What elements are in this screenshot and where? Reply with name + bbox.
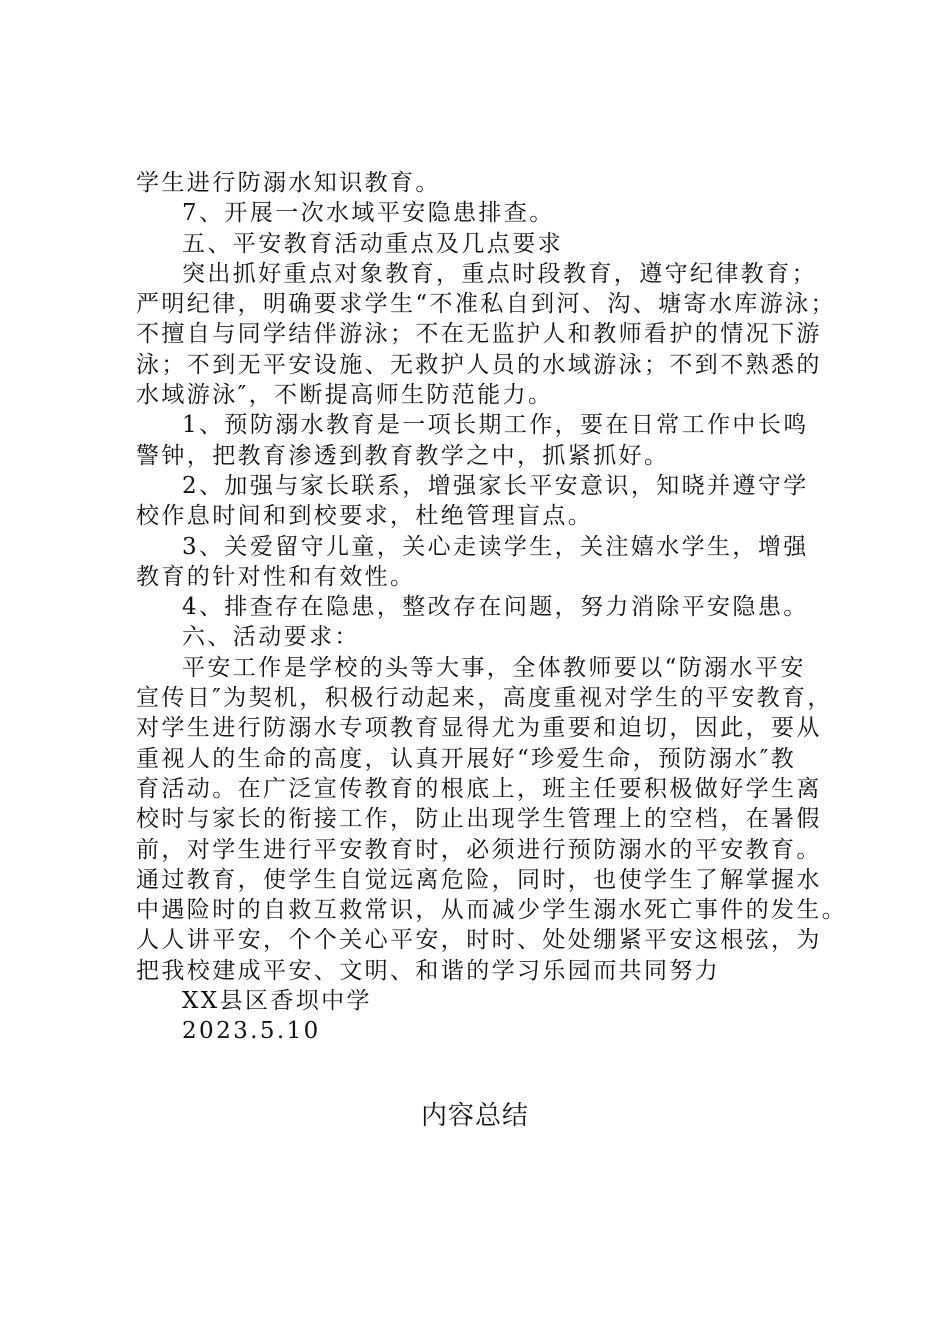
text-line: 泳；不到无平安设施、无救护人员的水域游泳；不到不熟悉的	[136, 351, 822, 378]
text-line: 平安工作是学校的头等大事，全体教师要以“防溺水平安	[182, 654, 806, 681]
text-line: XX县区香坝中学	[182, 988, 372, 1015]
text-line: 把我校建成平安、文明、和谐的学习乐园而共同努力	[136, 957, 721, 984]
text-line: 重视人的生命的高度，认真开展好“珍爱生命，预防溺水″教	[136, 745, 797, 772]
text-line: 校作息时间和到校要求，杜绝管理盲点。	[136, 503, 594, 530]
text-line: 五、平安教育活动重点及几点要求	[182, 230, 563, 257]
text-line: 突出抓好重点对象教育，重点时段教育，遵守纪律教育；	[182, 260, 817, 287]
text-line: 学生进行防溺水知识教育。	[136, 170, 441, 196]
text-line: 4、排查存在隐患，整改存在问题，努力消除平安隐患。	[182, 594, 809, 621]
text-line: 对学生进行防溺水专项教育显得尤为重要和迫切，因此，要从	[136, 715, 822, 742]
text-line: 2023.5.10	[182, 1018, 321, 1045]
text-line: 中遇险时的自救互救常识，从而减少学生溺水死亡事件的发生。	[136, 897, 848, 924]
text-line: 校时与家长的衔接工作，防止出现学生管理上的空档，在暑假	[136, 806, 822, 833]
document-body	[136, 168, 848, 1047]
text-line: 人人讲平安，个个关心平安，时时、处处绷紧平安这根弦，为	[136, 927, 822, 954]
text-line: 2、加强与家长联系，增强家长平安意识，知晓并遵守学	[182, 472, 809, 499]
text-line: 宣传日″为契机，积极行动起来，高度重视对学生的平安教育，	[136, 685, 833, 712]
text-line: 不擅自与同学结伴游泳；不在无监护人和教师看护的情况下游	[136, 321, 822, 348]
text-line: 水域游泳″，不断提高师生防范能力。	[136, 382, 554, 409]
text-line: 育活动。在广泛宣传教育的根底上，班主任要积极做好学生离	[136, 775, 822, 802]
text-line: 1、预防溺水教育是一项长期工作，要在日常工作中长鸣	[182, 412, 809, 439]
text-line: 前，对学生进行平安教育时，必须进行预防溺水的平安教育。	[136, 836, 822, 863]
text-line: 通过教育，使学生自觉远离危险，同时，也使学生了解掌握水	[136, 866, 822, 893]
text-line: 六、活动要求：	[182, 624, 360, 651]
text-line: 7、开展一次水域平安隐患排查。	[182, 200, 555, 227]
summary-title: 内容总结	[420, 1101, 529, 1131]
text-line: 警钟，把教育渗透到教育教学之中，抓紧抓好。	[136, 442, 670, 469]
text-line: 严明纪律，明确要求学生“不准私自到河、沟、塘寄水库游泳；	[136, 291, 836, 318]
text-line: 教育的针对性和有效性。	[136, 563, 416, 590]
text-line: 3、关爱留守儿童，关心走读学生，关注嬉水学生，增强	[182, 533, 809, 560]
